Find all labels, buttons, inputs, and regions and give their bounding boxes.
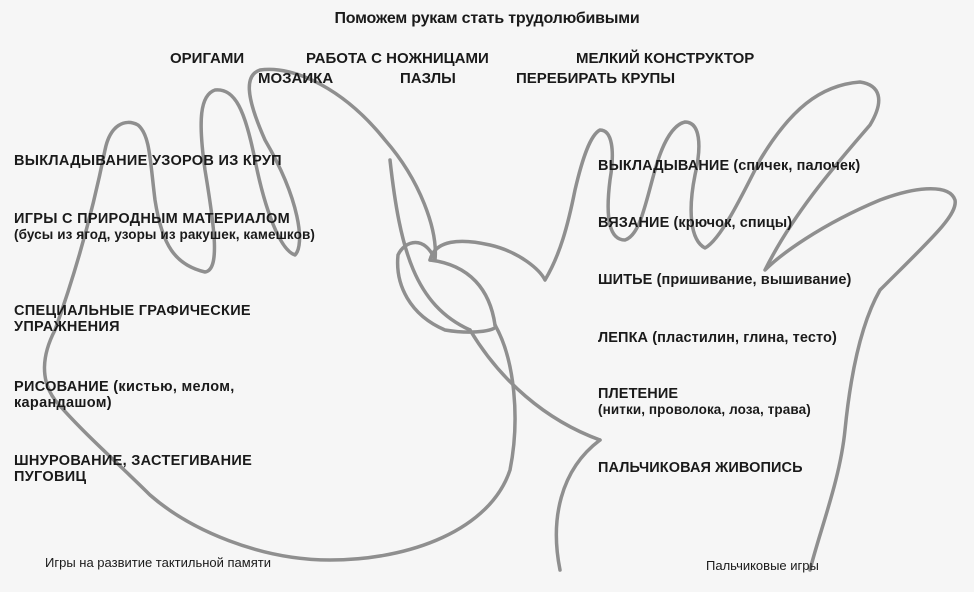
page-title: Поможем рукам стать трудолюбивыми: [334, 10, 640, 27]
left-item-drawing: РИСОВАНИЕ (кистью, мелом, карандашом): [14, 379, 235, 411]
left-item-label: ИГРЫ С ПРИРОДНЫМ МАТЕРИАЛОМ: [14, 211, 290, 227]
caption-tactile-memory: Игры на развитие тактильной памяти: [45, 555, 271, 570]
activity-puzzles: ПАЗЛЫ: [400, 70, 456, 87]
right-item-sewing: ШИТЬЕ (пришивание, вышивание): [598, 272, 852, 288]
right-item-laying-out: ВЫКЛАДЫВАНИЕ (спичек, палочек): [598, 158, 861, 174]
left-item-detail: (бусы из ягод, узоры из ракушек, камешков): [14, 227, 315, 242]
left-item-graphic-exercises: СПЕЦИАЛЬНЫЕ ГРАФИЧЕСКИЕ УПРАЖНЕНИЯ: [14, 303, 251, 335]
right-item-label: ПЛЕТЕНИЕ: [598, 386, 679, 402]
left-item-lacing-buttons: ШНУРОВАНИЕ, ЗАСТЕГИВАНИЕ ПУГОВИЦ: [14, 453, 253, 485]
right-item-weaving: [598, 386, 811, 417]
right-item-finger-painting: ПАЛЬЧИКОВАЯ ЖИВОПИСЬ: [598, 460, 803, 476]
right-hand-outline: [430, 82, 955, 570]
left-item-natural-material: [14, 211, 384, 242]
caption-finger-games: Пальчиковые игры: [706, 558, 819, 573]
right-item-knitting: ВЯЗАНИЕ (крючок, спицы): [598, 215, 793, 231]
activity-mosaic: МОЗАИКА: [258, 70, 334, 87]
activity-sort-grains: ПЕРЕБИРАТЬ КРУПЫ: [516, 70, 676, 87]
left-item-grain-patterns: ВЫКЛАДЫВАНИЕ УЗОРОВ ИЗ КРУП: [14, 153, 282, 169]
activity-origami: ОРИГАМИ: [170, 50, 245, 67]
activity-small-constructor: МЕЛКИЙ КОНСТРУКТОР: [576, 50, 755, 67]
right-item-detail: (нитки, проволока, лоза, трава): [598, 402, 811, 417]
activity-scissors: РАБОТА С НОЖНИЦАМИ: [306, 50, 489, 67]
right-item-modeling: ЛЕПКА (пластилин, глина, тесто): [598, 330, 837, 346]
